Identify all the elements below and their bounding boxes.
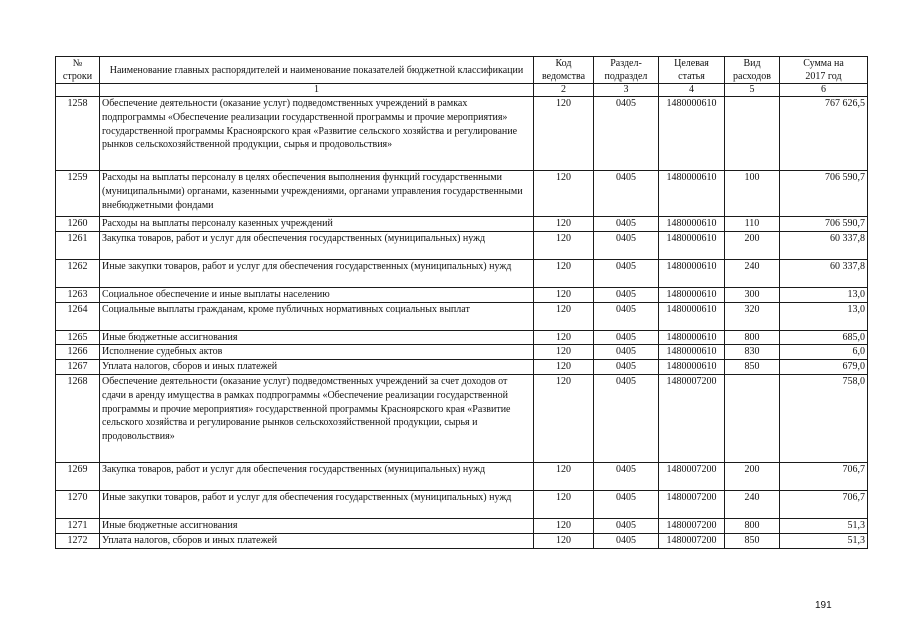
row-name: Иные закупки товаров, работ и услуг для обеспечения государственных (муниципальных) нужд [100, 490, 534, 518]
row-department-code: 120 [534, 490, 594, 518]
table-row [56, 287, 868, 302]
row-target-article: 1480000610 [659, 360, 725, 375]
row-sum: 51,3 [780, 518, 868, 533]
row-department-code: 120 [534, 171, 594, 217]
header-section: Раздел- подраздел [594, 57, 659, 84]
row-target-article: 1480000610 [659, 345, 725, 360]
row-expense-type: 850 [725, 360, 780, 375]
row-expense-type: 300 [725, 287, 780, 302]
row-department-code: 120 [534, 97, 594, 171]
row-number: 1266 [56, 345, 100, 360]
row-sum: 60 337,8 [780, 259, 868, 287]
row-department-code: 120 [534, 330, 594, 345]
row-number: 1267 [56, 360, 100, 375]
row-target-article: 1480000610 [659, 302, 725, 330]
table-body [56, 97, 868, 549]
row-number: 1263 [56, 287, 100, 302]
row-number: 1265 [56, 330, 100, 345]
table-row [56, 490, 868, 518]
row-name: Иные бюджетные ассигнования [100, 518, 534, 533]
row-department-code: 120 [534, 462, 594, 490]
row-sum: 685,0 [780, 330, 868, 345]
row-department-code: 120 [534, 217, 594, 232]
row-department-code: 120 [534, 374, 594, 462]
budget-table [55, 56, 868, 549]
row-expense-type: 240 [725, 259, 780, 287]
row-sum: 6,0 [780, 345, 868, 360]
table-row [56, 330, 868, 345]
row-name: Обеспечение деятельности (оказание услуг) подведомственных учреждений в рамках подпрограммы «Обеспечение реализации государственной программы и прочие мероприятия» государственной программы Красноярского края «Развитие сельского хозяйства и регулирование рынков сельскохозяйственной продукции, сырья и продовольствия» [100, 97, 534, 171]
table-row [56, 259, 868, 287]
column-number: 5 [725, 84, 780, 97]
row-sum: 60 337,8 [780, 231, 868, 259]
row-number: 1270 [56, 490, 100, 518]
row-expense-type [725, 374, 780, 462]
row-name: Закупка товаров, работ и услуг для обеспечения государственных (муниципальных) нужд [100, 462, 534, 490]
row-target-article: 1480000610 [659, 287, 725, 302]
row-department-code: 120 [534, 345, 594, 360]
row-expense-type: 100 [725, 171, 780, 217]
row-section: 0405 [594, 217, 659, 232]
row-section: 0405 [594, 490, 659, 518]
row-number: 1261 [56, 231, 100, 259]
row-number: 1260 [56, 217, 100, 232]
row-target-article: 1480000610 [659, 171, 725, 217]
row-department-code: 120 [534, 518, 594, 533]
row-section: 0405 [594, 374, 659, 462]
header-row [56, 57, 868, 84]
row-name: Расходы на выплаты персоналу казенных учреждений [100, 217, 534, 232]
row-expense-type: 850 [725, 533, 780, 548]
row-expense-type: 800 [725, 518, 780, 533]
row-number: 1258 [56, 97, 100, 171]
header-department-code: Код ведомства [534, 57, 594, 84]
row-sum: 13,0 [780, 302, 868, 330]
row-name: Иные закупки товаров, работ и услуг для обеспечения государственных (муниципальных) нужд [100, 259, 534, 287]
row-target-article: 1480007200 [659, 462, 725, 490]
row-expense-type: 200 [725, 462, 780, 490]
header-row-number: № строки [56, 57, 100, 84]
row-name: Обеспечение деятельности (оказание услуг) подведомственных учреждений за счет доходов от сдачи в аренду имущества в рамках подпрограммы «Обеспечение реализации государственной программы и прочие мероприятия» государственной программы Красноярского края «Развитие сельского хозяйства и регулирование рынков сельскохозяйственной продукции, сырья и продовольствия» [100, 374, 534, 462]
table-row [56, 374, 868, 462]
row-number: 1262 [56, 259, 100, 287]
header-name: Наименование главных распорядителей и наименование показателей бюджетной классификации [100, 57, 534, 84]
row-sum: 706,7 [780, 490, 868, 518]
row-sum: 679,0 [780, 360, 868, 375]
row-name: Расходы на выплаты персоналу в целях обеспечения выполнения функций государственными (муниципальными) органами, казенными учреждениями, органами управления государственными внебюджетными фондами [100, 171, 534, 217]
row-section: 0405 [594, 533, 659, 548]
row-section: 0405 [594, 360, 659, 375]
row-section: 0405 [594, 97, 659, 171]
row-section: 0405 [594, 302, 659, 330]
row-expense-type: 240 [725, 490, 780, 518]
row-section: 0405 [594, 259, 659, 287]
header-target-article: Целевая статья [659, 57, 725, 84]
row-number: 1272 [56, 533, 100, 548]
row-sum: 51,3 [780, 533, 868, 548]
row-number: 1269 [56, 462, 100, 490]
table-row [56, 360, 868, 375]
page-number: 191 [815, 600, 832, 611]
row-expense-type: 320 [725, 302, 780, 330]
row-expense-type [725, 97, 780, 171]
row-department-code: 120 [534, 231, 594, 259]
row-number: 1264 [56, 302, 100, 330]
row-department-code: 120 [534, 302, 594, 330]
table-row [56, 217, 868, 232]
row-number: 1268 [56, 374, 100, 462]
column-number [56, 84, 100, 97]
header-sum: Сумма на 2017 год [780, 57, 868, 84]
table-row [56, 231, 868, 259]
row-expense-type: 110 [725, 217, 780, 232]
row-target-article: 1480007200 [659, 374, 725, 462]
row-department-code: 120 [534, 287, 594, 302]
row-department-code: 120 [534, 360, 594, 375]
row-target-article: 1480000610 [659, 330, 725, 345]
column-number: 3 [594, 84, 659, 97]
row-target-article: 1480000610 [659, 217, 725, 232]
row-name: Исполнение судебных актов [100, 345, 534, 360]
row-name: Иные бюджетные ассигнования [100, 330, 534, 345]
row-section: 0405 [594, 462, 659, 490]
row-target-article: 1480000610 [659, 231, 725, 259]
table-row [56, 518, 868, 533]
row-sum: 758,0 [780, 374, 868, 462]
column-number: 2 [534, 84, 594, 97]
table-row [56, 533, 868, 548]
row-expense-type: 200 [725, 231, 780, 259]
row-name: Социальное обеспечение и иные выплаты населению [100, 287, 534, 302]
row-sum: 706 590,7 [780, 171, 868, 217]
row-target-article: 1480000610 [659, 97, 725, 171]
row-target-article: 1480000610 [659, 259, 725, 287]
row-sum: 706,7 [780, 462, 868, 490]
row-section: 0405 [594, 345, 659, 360]
row-name: Уплата налогов, сборов и иных платежей [100, 533, 534, 548]
row-section: 0405 [594, 171, 659, 217]
row-sum: 706 590,7 [780, 217, 868, 232]
table-row [56, 462, 868, 490]
row-name: Социальные выплаты гражданам, кроме публичных нормативных социальных выплат [100, 302, 534, 330]
column-number: 6 [780, 84, 868, 97]
row-name: Уплата налогов, сборов и иных платежей [100, 360, 534, 375]
row-section: 0405 [594, 518, 659, 533]
table-row [56, 345, 868, 360]
row-target-article: 1480007200 [659, 533, 725, 548]
row-number: 1259 [56, 171, 100, 217]
row-expense-type: 830 [725, 345, 780, 360]
row-expense-type: 800 [725, 330, 780, 345]
row-department-code: 120 [534, 533, 594, 548]
table-row [56, 171, 868, 217]
row-number: 1271 [56, 518, 100, 533]
column-number: 4 [659, 84, 725, 97]
table-row [56, 97, 868, 171]
column-numbers-row [56, 84, 868, 97]
row-sum: 13,0 [780, 287, 868, 302]
row-target-article: 1480007200 [659, 518, 725, 533]
column-number: 1 [100, 84, 534, 97]
header-expense-type: Вид расходов [725, 57, 780, 84]
row-section: 0405 [594, 330, 659, 345]
row-sum: 767 626,5 [780, 97, 868, 171]
row-section: 0405 [594, 287, 659, 302]
row-section: 0405 [594, 231, 659, 259]
row-target-article: 1480007200 [659, 490, 725, 518]
table-row [56, 302, 868, 330]
row-department-code: 120 [534, 259, 594, 287]
row-name: Закупка товаров, работ и услуг для обеспечения государственных (муниципальных) нужд [100, 231, 534, 259]
